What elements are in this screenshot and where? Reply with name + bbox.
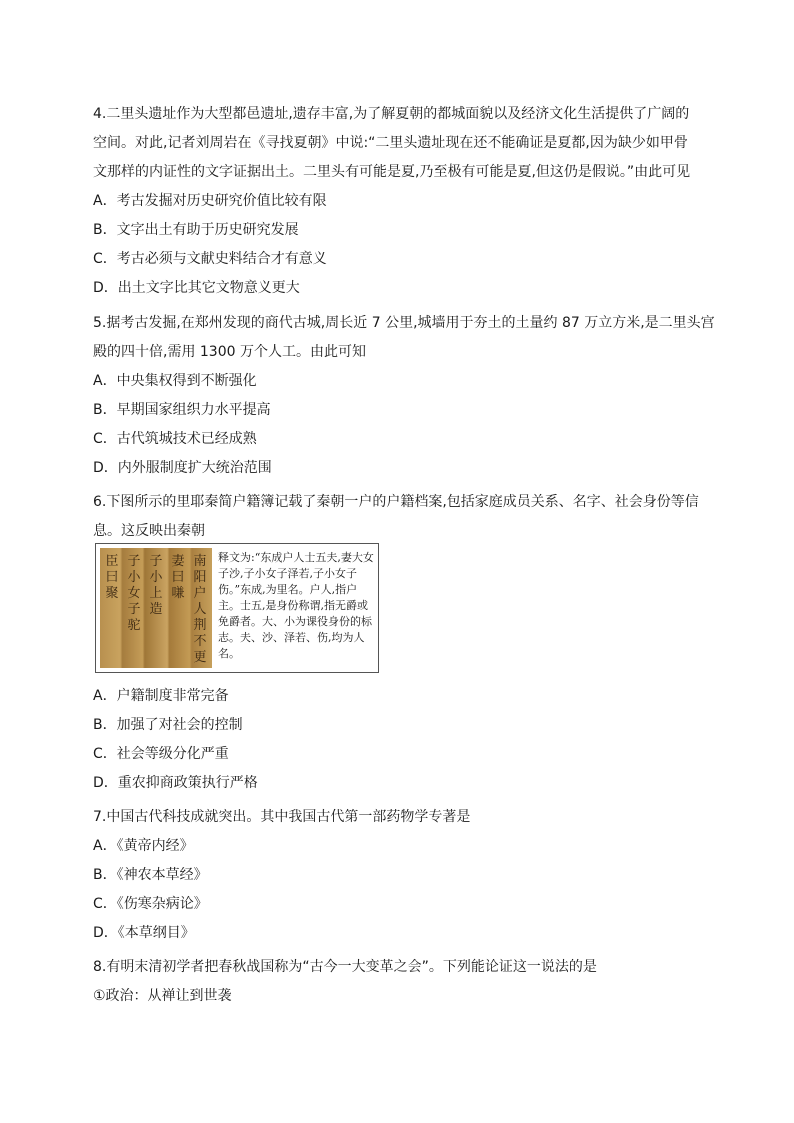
q6-stem-line-1: 6.下图所示的里耶秦简户籍簿记载了秦朝一户的户籍档案,包括家庭成员关系、名字、社会身份等信 [93,494,699,510]
q4-option-a: A．考古发掘对历史研究价值比较有限 [93,193,327,209]
q6-option-c: C．社会等级分化严重 [93,746,229,762]
q7-option-c: C．《伤寒杂病论》 [93,896,208,912]
q7-stem-line-1: 7.中国古代科技成就突出。其中我国古代第一部药物学专著是 [93,809,471,825]
q7-option-d: D．《本草纲目》 [93,925,195,941]
q4-option-c: C．考古必须与文献史料结合才有意义 [93,251,327,267]
q7-option-a: A．《黄帝内经》 [93,838,194,854]
slip-column-3: 子小上造 [149,554,163,617]
q5-option-a: A．中央集权得到不断强化 [93,373,257,389]
q8-stem-line-1: 8.有明末清初学者把春秋战国称为“古今一大变革之会”。下列能论证这一说法的是 [93,959,597,975]
slip-column-5: 南阳户人荆不更 [193,554,207,665]
q4-option-b: B．文字出土有助于历史研究发展 [93,222,299,238]
q4-option-d: D．出土文字比其它文物意义更大 [93,280,300,296]
q8-item-1: ①政治：从禅让到世袭 [93,988,232,1004]
q4-stem-line-2: 空间。对此,记者刘周岩在《寻找夏朝》中说:“二里头遗址现在还不能确证是夏都,因为缺少如甲骨 [93,135,688,151]
q7-option-b: B．《神农本草经》 [93,867,208,883]
q4-stem-line-1: 4.二里头遗址作为大型都邑遗址,遗存丰富,为了解夏朝的都城面貌以及经济文化生活提供了广阔的 [93,106,690,122]
q4-stem-line-3: 文那样的内证性的文字证据出土。二里头有可能是夏,乃至极有可能是夏,但这仍是假说。”由此可见 [93,164,691,180]
q6-option-d: D．重农抑商政策执行严格 [93,775,258,791]
q5-option-d: D．内外服制度扩大统治范围 [93,460,272,476]
slip-column-4: 妻曰嗛 [171,554,185,601]
q6-option-b: B．加强了对社会的控制 [93,717,243,733]
bamboo-slip-image [100,548,212,668]
q5-stem-line-2: 殿的四十倍,需用 1300 万个人工。由此可知 [93,344,366,360]
slip-column-2: 子小女子驼 [127,554,141,633]
q6-option-a: A．户籍制度非常完备 [93,688,229,704]
figure-caption: 释文为:“东成户人士五夫,妻大女子沙,子小女子泽若,子小女子伤。”东成,为里名。户人,指户主。士五,是身份称谓,指无爵或免爵者。大、小为课役身份的标志。夫、沙、泽若、伤,均为人名。 [218,551,374,660]
qin-bamboo-slip-figure [95,543,379,673]
q5-stem-line-1: 5.据考古发掘,在郑州发现的商代古城,周长近 7 公里,城墙用于夯土的土量约 87 万立方米,是二里头宫 [93,315,715,331]
slip-column-1: 臣曰聚 [105,554,119,601]
q5-option-c: C．古代筑城技术已经成熟 [93,431,257,447]
q6-stem-line-2: 息。这反映出秦朝 [93,523,205,539]
q5-option-b: B．早期国家组织力水平提高 [93,402,271,418]
